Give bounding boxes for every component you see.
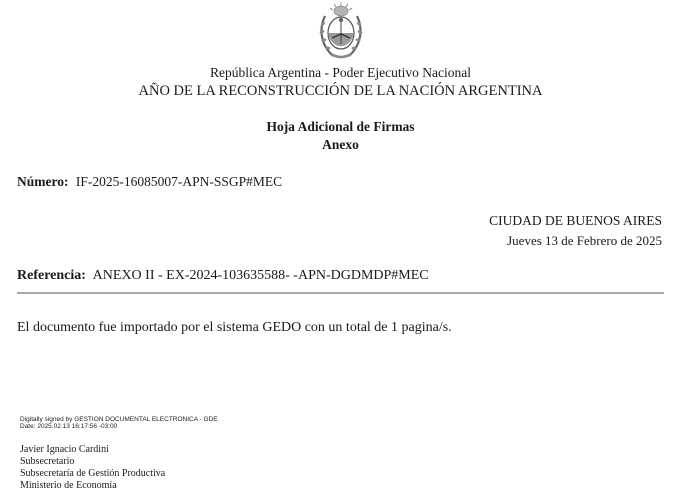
signer-name: Javier Ignacio Cardini [20, 444, 109, 455]
reference-label: Referencia: [17, 268, 86, 283]
document-body: El documento fue importado por el sistema GEDO con un total de 1 pagina/s. [17, 320, 452, 335]
signer-department: Subsecretaría de Gestión Productiva [20, 468, 166, 479]
divider [17, 292, 664, 294]
document-number-row [17, 174, 282, 190]
signer-organization: Ministerio de Economía [20, 480, 117, 491]
reference-row [17, 268, 429, 284]
signer-position: Subsecretario [20, 456, 75, 467]
coat-of-arms-icon [315, 0, 367, 62]
digital-signature-date: Date: 2025.02.13 16:17:56 -03:00 [20, 423, 118, 430]
document-city: CIUDAD DE BUENOS AIRES [489, 213, 662, 228]
header-government-line: República Argentina - Poder Ejecutivo Nacional [209, 65, 472, 80]
document-subtitle: Anexo [322, 137, 359, 152]
header-year-motto: AÑO DE LA RECONSTRUCCIÓN DE LA NACIÓN ARGENTINA [138, 83, 543, 99]
document-number-label: Número: [17, 174, 69, 189]
reference-value: ANEXO II - EX-2024-103635588- -APN-DGDMDP#MEC [92, 268, 429, 283]
document-date: Jueves 13 de Febrero de 2025 [507, 233, 662, 248]
digital-signature-line: Digitally signed by GESTION DOCUMENTAL ELECTRONICA - GDE [20, 416, 218, 423]
document-number-value: IF-2025-16085007-APN-SSGP#MEC [75, 174, 283, 189]
document-title: Hoja Adicional de Firmas [266, 119, 415, 134]
